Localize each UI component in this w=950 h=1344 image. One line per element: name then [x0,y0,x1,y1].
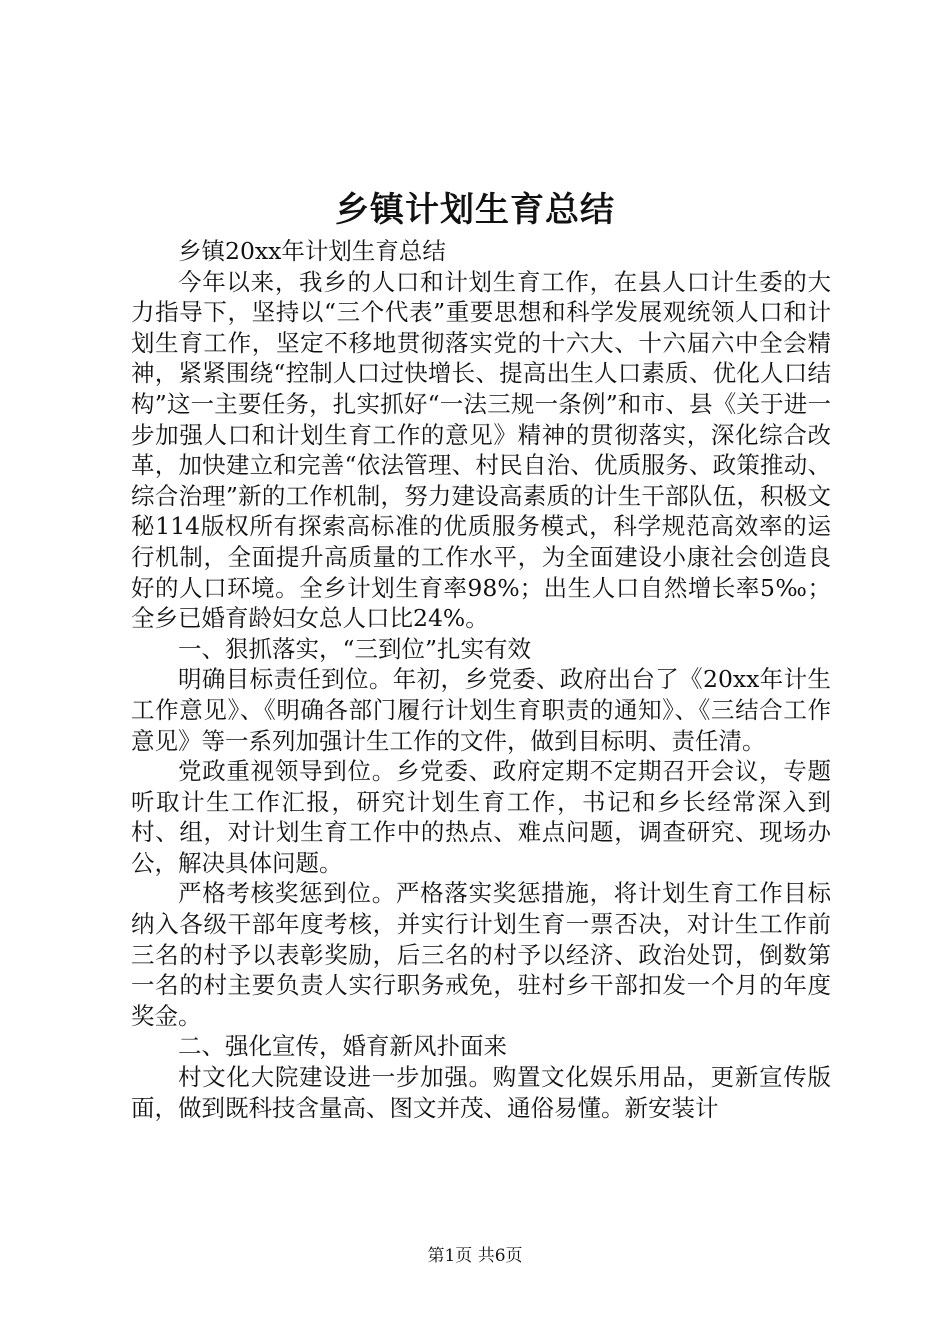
page-number-footer: 第1页 共6页 [427,1246,523,1266]
section-heading-1: 一、狠抓落实，“三到位”扎实有效 [178,634,532,663]
body-paragraph: 明确目标责任到位。年初，乡党委、政府出台了《20xx年计生工作意见》、《明确各部门履行计划生育职责的通知》、《三结合工作意见》等一系列加强计生工作的文件，做到目标明、责任清。 [131,665,831,755]
subtitle-paragraph: 乡镇20xx年计划生育总结 [178,237,446,265]
body-paragraph: 村文化大院建设进一步加强。购置文化娱乐用品，更新宣传版面，做到既科技含量高、图文并茂、通俗易懂。新安装计 [131,1063,831,1122]
body-paragraph: 严格考核奖惩到位。严格落实奖惩措施，将计划生育工作目标纳入各级干部年度考核，并实行计划生育一票否决，对计生工作前三名的村予以表彰奖励，后三名的村予以经济、政治处罚，倒数第一名的村主要负责人实行职务戒免，驻村乡干部扣发一个月的年度奖金。 [131,879,831,1030]
intro-paragraph: 今年以来，我乡的人口和计划生育工作，在县人口计生委的大力指导下，坚持以“三个代表”重要思想和科学发展观统领人口和计划生育工作，坚定不移地贯彻落实党的十六大、十六届六中全会精神，紧紧围绕“控制人口过快增长、提高出生人口素质、优化人口结构”这一主要任务，扎实抓好“一法三规一条例”和市、县《关于进一步加强人口和计划生育工作的意见》精神的贯彻落实，深化综合改革，加快建立和完善“依法管理、村民自治、优质服务、政策推动、综合治理”新的工作机制，努力建设高素质的计生干部队伍，积极文秘114版权所有探索高标准的优质服务模式，科学规范高效率的运行机制，全面提升高质量的工作水平，为全面建设小康社会创造良好的人口环境。全乡计划生育率98%；出生人口自然增长率5‰；全乡已婚育龄妇女总人口比24%。 [131,267,831,633]
document-title: 乡镇计划生育总结 [335,190,615,230]
document-body [131,236,831,1123]
body-paragraph: 党政重视领导到位。乡党委、政府定期不定期召开会议，专题听取计生工作汇报，研究计划生育工作，书记和乡长经常深入到村、组，对计划生育工作中的热点、难点问题，调查研究、现场办公，解决具体问题。 [131,757,831,877]
section-heading-2: 二、强化宣传，婚育新风扑面来 [178,1032,507,1061]
